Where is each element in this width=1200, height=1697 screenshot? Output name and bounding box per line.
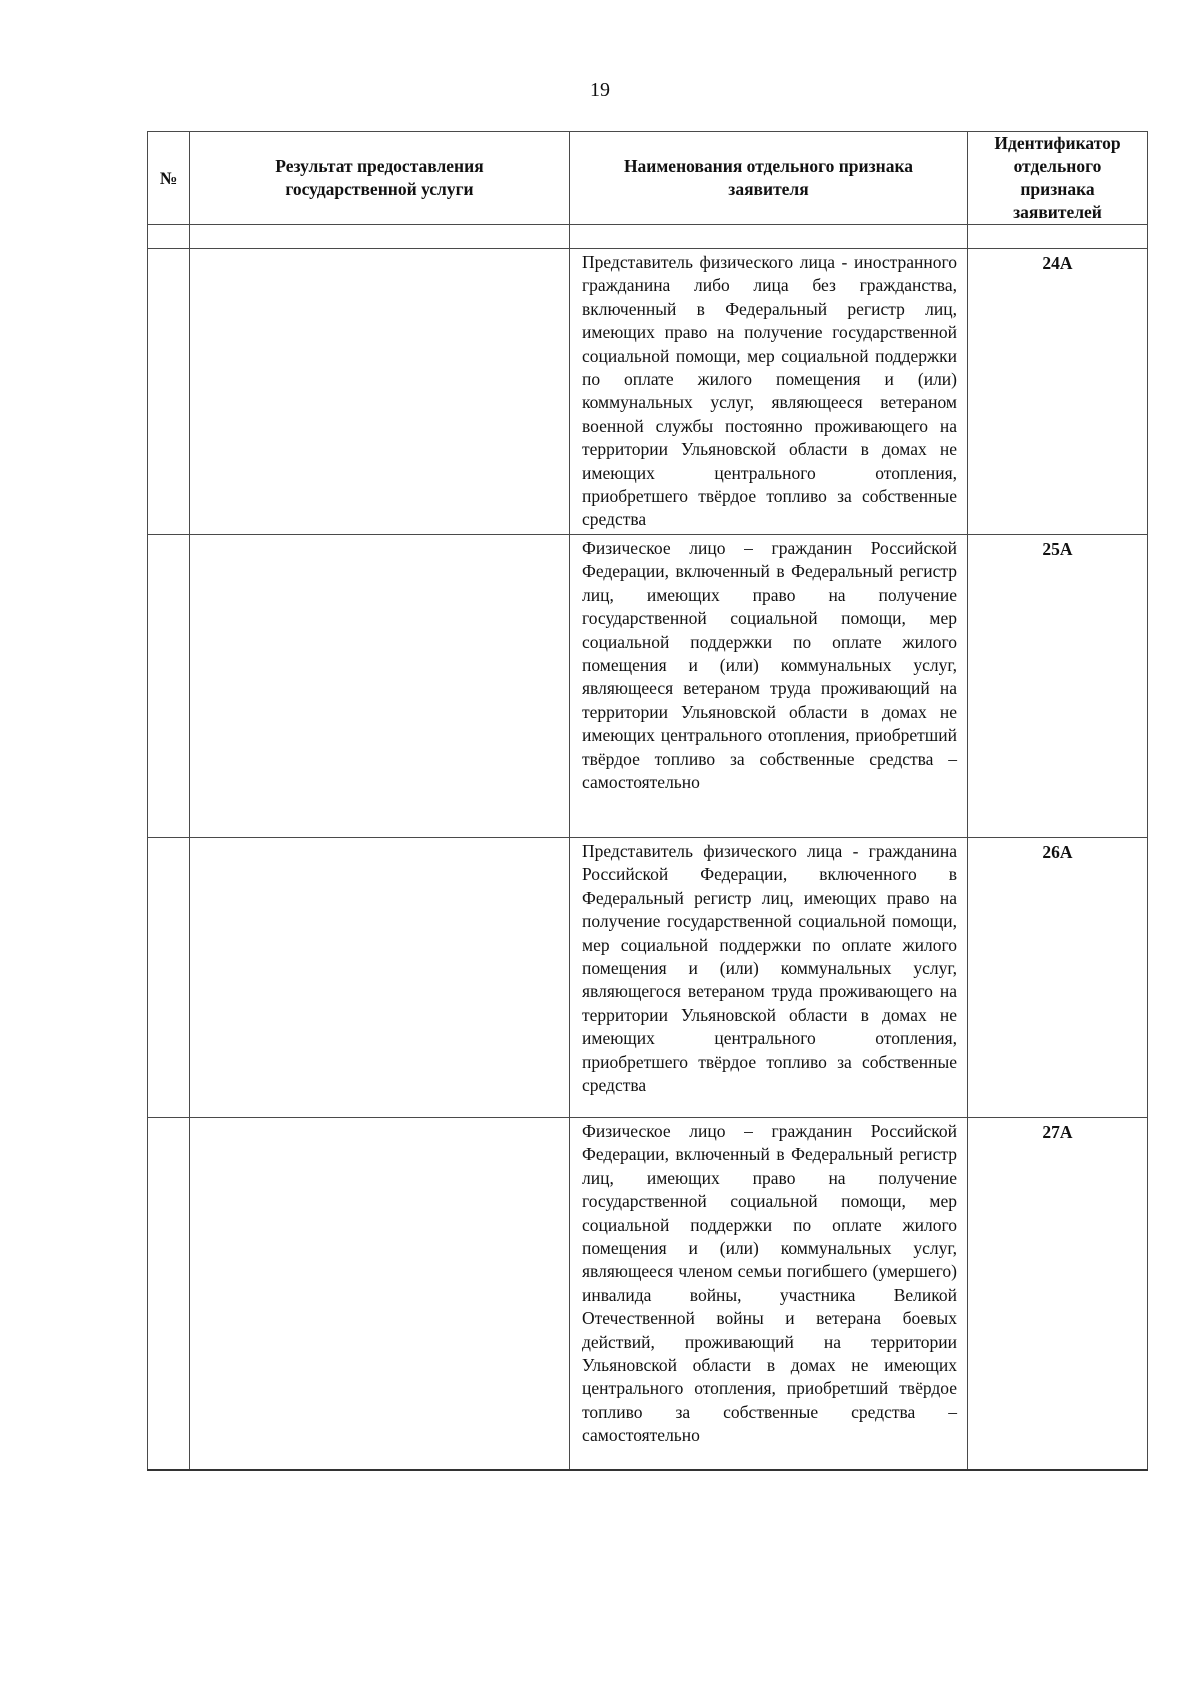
cell-id — [968, 225, 1148, 249]
cell-result — [190, 225, 570, 249]
cell-num — [148, 535, 190, 838]
header-criterion-name: Наименования отдельного признака заявителя — [570, 132, 968, 225]
header-number: № — [148, 132, 190, 225]
table-header-row — [148, 132, 1148, 225]
header-identifier: Идентификатор отдельного признака заявителей — [968, 132, 1148, 225]
criterion-name: Представитель физического лица - иностранного гражданина либо лица без гражданства, включенный в Федеральный регистр лиц, имеющих право на получение государственной социальной помощи, мер социальной поддержки по оплате жилого помещения и (или) коммунальных услуг, являющееся ветераном военной службы постоянно проживающего на территории Ульяновской области в домах не имеющих центрального отопления, приобретшего твёрдое топливо за собственные средства — [570, 249, 968, 535]
cell-num — [148, 1118, 190, 1470]
cell-num — [148, 838, 190, 1118]
table-row — [148, 249, 1148, 535]
applicant-criteria-table — [147, 131, 1148, 1471]
cell-num — [148, 249, 190, 535]
criterion-name: Представитель физического лица - гражданина Российской Федерации, включенного в Федеральный регистр лиц, имеющих право на получение государственной социальной помощи, мер социальной поддержки по оплате жилого помещения и (или) коммунальных услуг, являющегося ветераном труда проживающего на территории Ульяновской области в домах не имеющих центрального отопления, приобретшего твёрдое топливо за собственные средства — [570, 838, 968, 1118]
criterion-name: Физическое лицо – гражданин Российской Федерации, включенный в Федеральный регистр лиц, имеющих право на получение государственной социальной помощи, мер социальной поддержки по оплате жилого помещения и (или) коммунальных услуг, являющееся членом семьи погибшего (умершего) инвалида войны, участника Великой Отечественной войны и ветерана боевых действий, проживающий на территории Ульяновской области в домах не имеющих центрального отопления, приобретший твёрдое топливо за собственные средства – самостоятельно — [570, 1118, 968, 1470]
table-row — [148, 838, 1148, 1118]
criterion-id: 25А — [968, 535, 1148, 838]
cell-result — [190, 838, 570, 1118]
cell-result — [190, 1118, 570, 1470]
table-row — [148, 1118, 1148, 1470]
cell-num — [148, 225, 190, 249]
cell-name — [570, 225, 968, 249]
page-number: 19 — [590, 79, 610, 101]
table-spacer-row — [148, 225, 1148, 249]
criterion-name: Физическое лицо – гражданин Российской Федерации, включенный в Федеральный регистр лиц, имеющих право на получение государственной социальной помощи, мер социальной поддержки по оплате жилого помещения и (или) коммунальных услуг, являющееся ветераном труда проживающий на территории Ульяновской области в домах не имеющих центрального отопления, приобретший твёрдое топливо за собственные средства – самостоятельно — [570, 535, 968, 838]
table-row — [148, 535, 1148, 838]
cell-result — [190, 535, 570, 838]
criterion-id: 26А — [968, 838, 1148, 1118]
cell-result — [190, 249, 570, 535]
criterion-id: 27А — [968, 1118, 1148, 1470]
header-result: Результат предоставления государственной услуги — [190, 132, 570, 225]
criterion-id: 24А — [968, 249, 1148, 535]
